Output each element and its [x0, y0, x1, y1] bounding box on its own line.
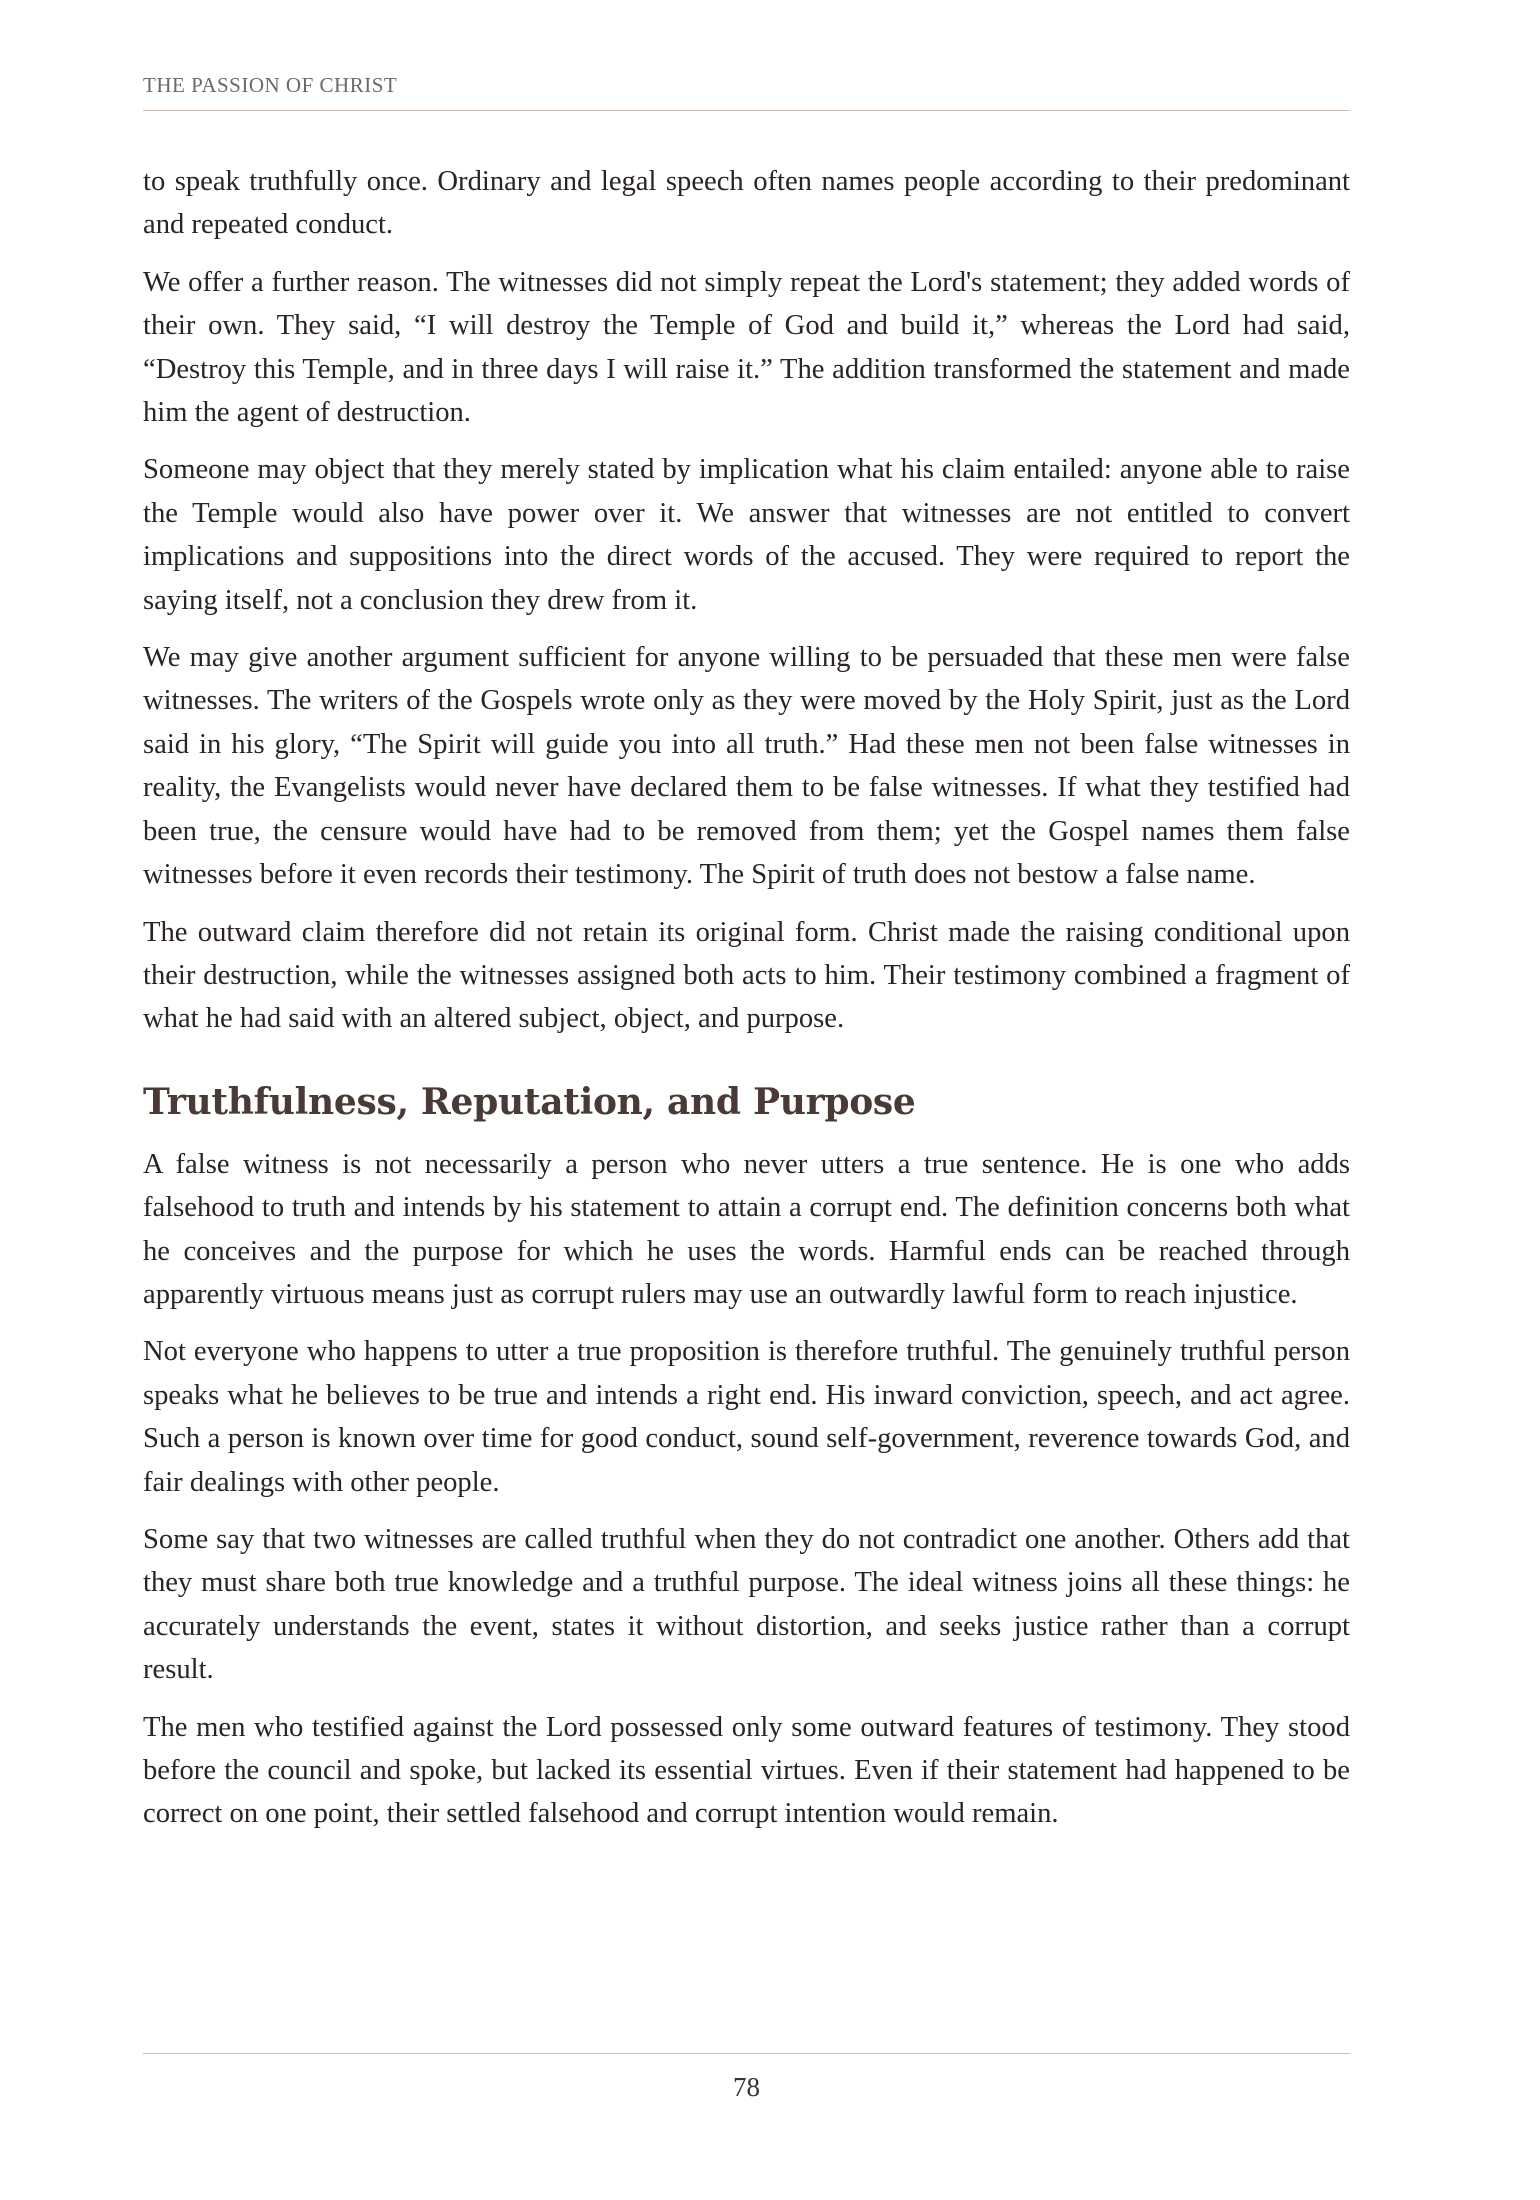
section-heading: Truthfulness, Reputation, and Purpose [143, 1080, 916, 1123]
paragraph: The outward claim therefore did not retain its original form. Christ made the raising conditional upon their destruction, while the witnesses assigned both acts to him. Their testimony combined a fragment of what he had said with an altered subject, object, and purpose. [143, 916, 1350, 1035]
paragraph: Someone may object that they merely stated by implication what his claim entailed: anyone able to raise the Temple would also have power over it. We answer that witnesses are not entitled to convert implications and suppositions into the direct words of the accused. They were required to report the saying itself, not a conclusion they drew from it. [143, 454, 1350, 616]
paragraph: We may give another argument sufficient for anyone willing to be persuaded that these men were false witnesses. The writers of the Gospels wrote only as they were moved by the Holy Spirit, just as the Lord said in his glory, “The Spirit will guide you into all truth.” Had these men not been false witnesses in reality, the Evangelists would never have declared them to be false witnesses. If what they testified had been true, the censure would have had to be removed from them; yet the Gospel names them false witnesses before it even records their testimony. The Spirit of truth does not bestow a false name. [143, 642, 1350, 891]
page-number: 78 [733, 2072, 760, 2102]
paragraph: Not everyone who happens to utter a true proposition is therefore truthful. The genuinely truthful person speaks what he believes to be true and intends a right end. His inward conviction, speech, and act agree. Such a person is known over time for good conduct, sound self-government, reverence towards God, and fair dealings with other people. [143, 1336, 1350, 1498]
body-text [143, 160, 1350, 1850]
paragraph: Some say that two witnesses are called truthful when they do not contradict one another. Others add that they must share both true knowledge and a truthful purpose. The ideal witness joins all these things: he accurately understands the event, states it without distortion, and seeks justice rather than a corrupt result. [143, 1523, 1350, 1686]
paragraph: A false witness is not necessarily a person who never utters a true sentence. He is one who adds falsehood to truth and intends by his statement to attain a corrupt end. The definition concerns both what he conceives and the purpose for which he uses the words. Harmful ends can be reached through apparently virtuous means just as corrupt rulers may use an outwardly lawful form to reach injustice. [143, 1148, 1350, 1310]
footer-rule [143, 2053, 1350, 2054]
book-page [143, 0, 1350, 2200]
paragraph: to speak truthfully once. Ordinary and legal speech often names people according to their predominant and repeated conduct. [143, 166, 1350, 241]
running-head: THE PASSION OF CHRIST [143, 73, 398, 97]
paragraph: We offer a further reason. The witnesses did not simply repeat the Lord's statement; they added words of their own. They said, “I will destroy the Temple of God and build it,” whereas the Lord had said, “Destroy this Temple, and in three days I will raise it.” The addition transformed the statement and made him the agent of destruction. [143, 266, 1350, 429]
header-rule [143, 110, 1350, 111]
paragraph: The men who testified against the Lord possessed only some outward features of testimony. They stood before the council and spoke, but lacked its essential virtues. Even if their statement had happened to be correct on one point, their settled falsehood and corrupt intention would remain. [143, 1711, 1350, 1830]
